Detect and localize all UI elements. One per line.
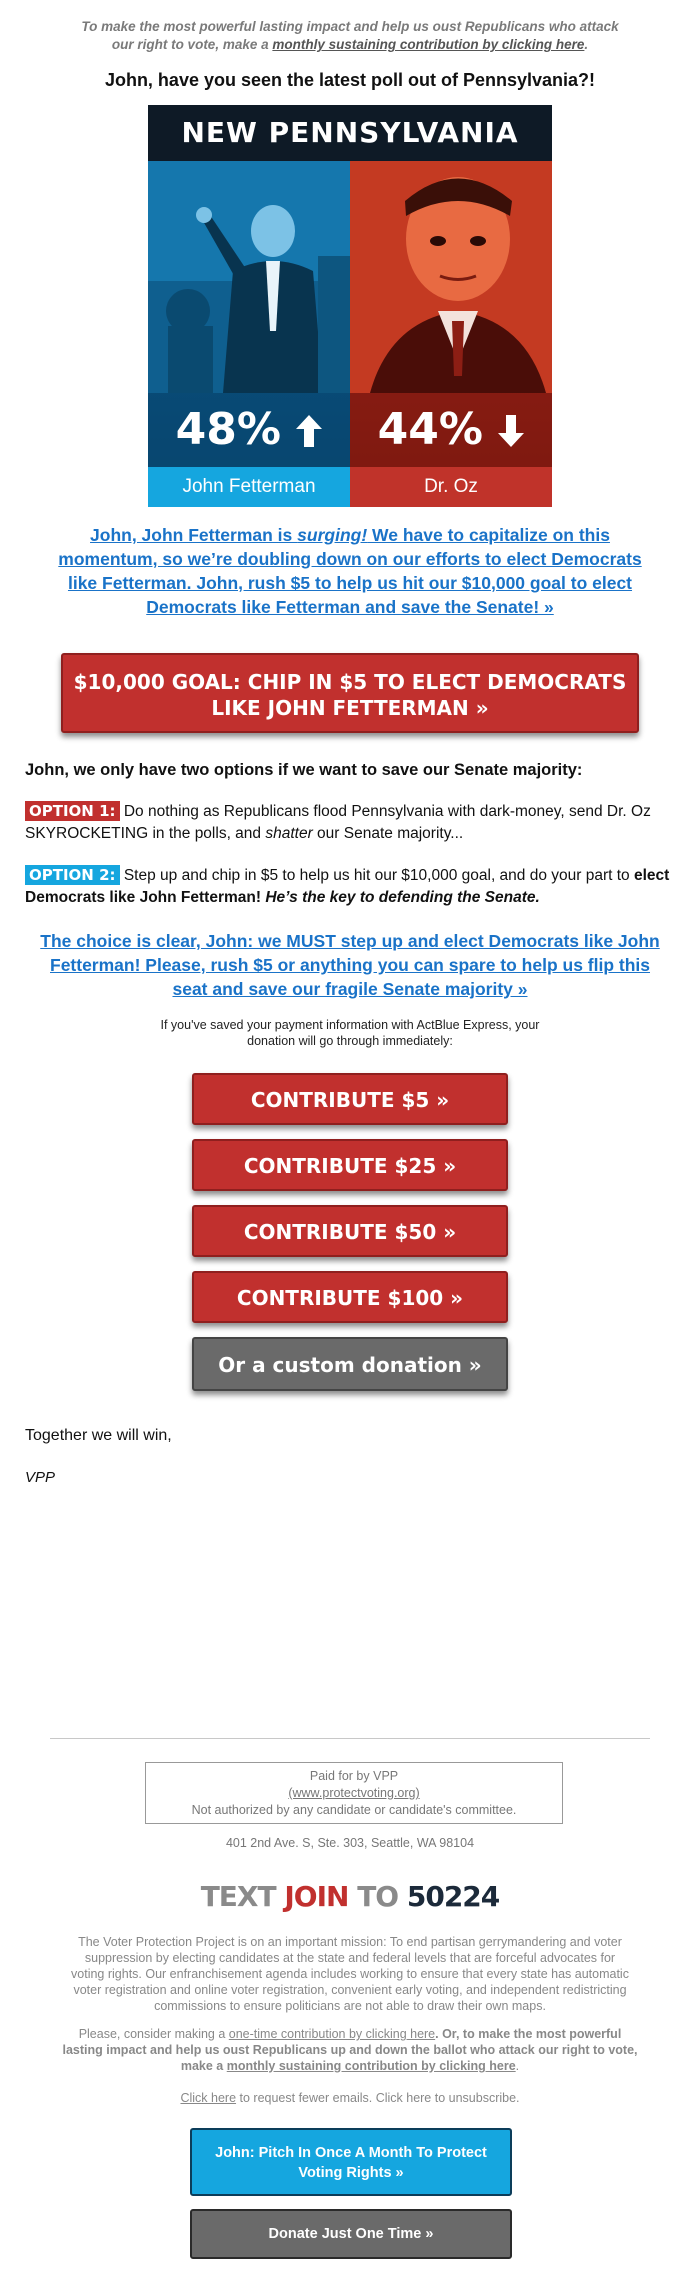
choice-donate-link[interactable]: The choice is clear, John: we MUST step up and elect Democrats like John Fetterman! Please, rush $5 or anything you can spare to help us flip this seat and save our fragile Senate majority » bbox=[40, 931, 660, 999]
arrow-down-icon bbox=[498, 415, 524, 447]
option-1-tag: OPTION 1: bbox=[25, 801, 120, 821]
fetterman-photo bbox=[148, 161, 350, 393]
contribute-5-button[interactable]: CONTRIBUTE $5 » bbox=[192, 1073, 508, 1125]
monthly-link-text: monthly sustaining contribution by clicking here bbox=[226, 2059, 516, 2073]
signature: VPP bbox=[25, 1469, 56, 1486]
mailing-address: 401 2nd Ave. S, Ste. 303, Seattle, WA 98104 bbox=[225, 1836, 475, 1850]
one-time-contribution-link[interactable]: one-time contribution by clicking here bbox=[228, 2027, 436, 2041]
poll-title: NEW PENNSYLVANIA bbox=[181, 116, 519, 149]
monthly-contribution-link-footer[interactable] bbox=[227, 2059, 516, 2073]
fetterman-name: John Fetterman bbox=[148, 467, 350, 507]
options-intro: John, we only have two options if we want to save our Senate majority: bbox=[25, 761, 583, 779]
footer-divider bbox=[50, 1738, 650, 1739]
contribute-50-button[interactable]: CONTRIBUTE $50 » bbox=[192, 1205, 508, 1257]
poll-graphic[interactable] bbox=[148, 105, 552, 507]
fetterman-percent bbox=[148, 393, 350, 467]
please-mid-text: . Or, to make the most powerful lasting impact and help us oust Republicans up and down the ballot who attack our right to vote, make a bbox=[62, 2027, 638, 2073]
paid-by: Paid for by VPP bbox=[309, 1769, 399, 1783]
oz-percent bbox=[350, 393, 552, 467]
headline: John, have you seen the latest poll out of Pennsylvania?! bbox=[104, 70, 596, 90]
option-2-bold: elect Democrats like John Fetterman! bbox=[25, 867, 670, 906]
option-1-text: Do nothing as Republicans flood Pennsylvania with dark-money, send Dr. Oz SKYROCKETING in the polls, and bbox=[25, 803, 651, 842]
poll-left-panel bbox=[148, 161, 350, 507]
not-authorized: Not authorized by any candidate or candidate's committee. bbox=[191, 1803, 517, 1817]
option-2 bbox=[25, 865, 675, 909]
oz-percent-value: 44% bbox=[377, 404, 483, 455]
oz-name: Dr. Oz bbox=[350, 467, 552, 507]
contribution-note bbox=[60, 2026, 640, 2074]
top-note-text: To make the most powerful lasting impact and help us oust Republicans who attack our right to vote, make a bbox=[81, 19, 619, 52]
join-word: JOIN bbox=[284, 1880, 349, 1913]
unsubscribe-line bbox=[0, 2091, 700, 2105]
signoff: Together we will win, bbox=[25, 1427, 172, 1444]
mission-statement: The Voter Protection Project is on an important mission: To end partisan gerrymandering and voter suppression by electing candidates at the state and federal levels that are forceful advocates for voting rights. Our enfranchisement agenda includes working to ensure that every state has automatic voter registration and online voter registration, convenient early voting, and independent redistricting commissions to ensure politicians are not able to draw their own maps. bbox=[71, 1935, 629, 2013]
text-word: TEXT bbox=[200, 1880, 276, 1913]
option-1-text-end: our Senate majority... bbox=[312, 825, 464, 842]
email-page bbox=[0, 18, 700, 2272]
choice-paragraph bbox=[40, 929, 660, 1001]
top-note bbox=[70, 18, 630, 54]
please-after: . bbox=[515, 2059, 520, 2073]
oz-photo bbox=[350, 161, 552, 393]
top-note-period: . bbox=[584, 37, 589, 52]
arrow-up-icon bbox=[296, 415, 322, 447]
lead-emphasis: surging! bbox=[297, 525, 368, 545]
please-text: Please, consider making a bbox=[78, 2027, 229, 2041]
option-2-tag: OPTION 2: bbox=[25, 865, 120, 885]
contribute-100-button[interactable]: CONTRIBUTE $100 » bbox=[192, 1271, 508, 1323]
one-time-donate-button[interactable]: Donate Just One Time » bbox=[190, 2209, 512, 2259]
lead-part2: We have to capitalize on this momentum, so we’re doubling down on our efforts to elect Democrats like Fetterman. John, rush $5 to help us hit our $10,000 goal to elect Democrats like Fetterman and save the Senate! » bbox=[58, 525, 642, 617]
option-1 bbox=[25, 801, 675, 845]
lead-paragraph bbox=[50, 523, 650, 619]
option-2-text: Step up and chip in $5 to help us hit our $10,000 goal, and do your part to bbox=[119, 867, 634, 884]
lead-part1: John, John Fetterman is bbox=[90, 525, 298, 545]
site-link[interactable]: (www.protectvoting.org) bbox=[288, 1786, 420, 1800]
fewer-emails-link[interactable]: Click here bbox=[180, 2091, 237, 2105]
goal-donate-button[interactable]: $10,000 GOAL: CHIP IN $5 TO ELECT DEMOCRATS LIKE JOHN FETTERMAN » bbox=[61, 653, 639, 733]
monthly-donate-button[interactable]: John: Pitch In Once A Month To Protect Voting Rights » bbox=[190, 2128, 512, 2196]
short-code: 50224 bbox=[406, 1880, 500, 1913]
contribute-25-button[interactable]: CONTRIBUTE $25 » bbox=[192, 1139, 508, 1191]
actblue-express-note: If you've saved your payment information with ActBlue Express, your donation will go through immediately: bbox=[160, 1018, 540, 1048]
custom-donation-button[interactable]: Or a custom donation » bbox=[192, 1337, 508, 1391]
unsubscribe-text: to request fewer emails. Click here to unsubscribe. bbox=[236, 2091, 520, 2105]
monthly-contribution-link[interactable]: monthly sustaining contribution by clicking here bbox=[272, 37, 585, 52]
fetterman-percent-value: 48% bbox=[175, 404, 281, 455]
option-1-emphasis: shatter bbox=[265, 825, 313, 842]
poll-right-panel bbox=[350, 161, 552, 507]
option-2-bold-italic: He’s the key to defending the Senate. bbox=[261, 889, 540, 906]
amount-buttons bbox=[0, 1073, 700, 1391]
lead-donate-link[interactable] bbox=[58, 525, 641, 617]
paid-for-box bbox=[145, 1762, 563, 1824]
to-word: TO bbox=[357, 1880, 399, 1913]
text-join-banner bbox=[0, 1880, 700, 1913]
